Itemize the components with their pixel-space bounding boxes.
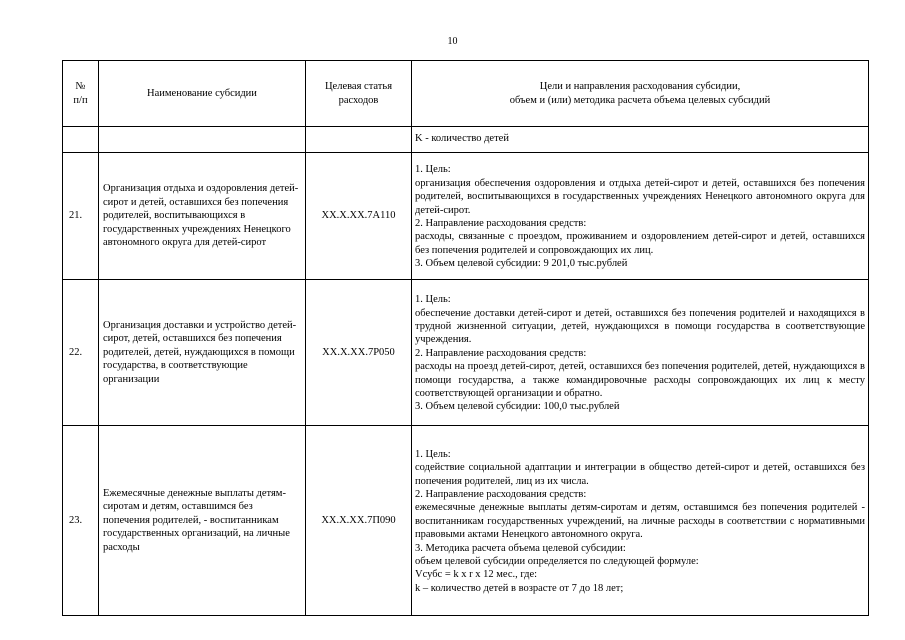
cell-code: XX.X.XX.7П090 — [306, 426, 412, 616]
header-desc: Цели и направления расходования субсидии, объем и (или) методика расчета объема целевых субсидий — [412, 61, 869, 127]
table-row — [63, 153, 869, 280]
table-row — [63, 280, 869, 426]
cell-name — [99, 127, 306, 153]
cell-num: 21. — [63, 153, 99, 280]
cell-desc: 1. Цель: содействие социальной адаптации и интеграции в общество детей-сирот и детей, оставшихся без попечения родителей, лиц из их числа. 2. Направление расходования средств: ежемесячные денежные выплаты детям-сиротам и детям, оставшимся без попечения родителей - воспитанникам государственных учреждений, на личные расходы в соответствии с нормативными правовыми актами Ненецкого автономного округа. 3. Методика расчета объема целевой субсидии: объем целевой субсидии определяется по следующей формуле: Vсубс = k x r x 12 мес., где: k – количество детей в возрасте от 7 до 18 лет; — [412, 426, 869, 616]
cell-desc: 1. Цель: организация обеспечения оздоровления и отдыха детей-сирот и детей, оставшихся без попечения родителей, воспитывающихся в государственных учреждениях Ненецкого автономного округа для детей-сирот. 2. Направление расходования средств: расходы, связанные с проездом, проживанием и оздоровлением детей-сирот и детей, оставшихся без попечения родителей и сопровождающих их лиц. 3. Объем целевой субсидии: 9 201,0 тыс.рублей — [412, 153, 869, 280]
cell-desc: 1. Цель: обеспечение доставки детей-сирот и детей, оставшихся без попечения родителей и находящихся в трудной жизненной ситуации, детей, нуждающихся в помощи государства в соответствующие учреждения. 2. Направление расходования средств: расходы на проезд детей-сирот, детей, оставшихся без попечения родителей, детей, нуждающихся в помощи государства, а также командировочные расходы сопровождающих их лиц к месту соответствующей организации и обратно. 3. Объем целевой субсидии: 100,0 тыс.рублей — [412, 280, 869, 426]
cell-name: Организация отдыха и оздоровления детей-сирот и детей, оставшихся без попечения родителей, воспитывающихся в государственных учреждениях Ненецкого автономного округа для детей-сирот — [99, 153, 306, 280]
table-header-row — [63, 61, 869, 127]
continuation-row — [63, 127, 869, 153]
cell-desc: K - количество детей — [412, 127, 869, 153]
page-number: 10 — [447, 36, 458, 47]
cell-code: XX.X.XX.7Р050 — [306, 280, 412, 426]
header-name: Наименование субсидии — [99, 61, 306, 127]
header-code: Целевая статья расходов — [306, 61, 412, 127]
cell-name: Организация доставки и устройство детей-сирот, детей, оставшихся без попечения родителей, детей, нуждающихся в помощи государства, в соответствующие организации — [99, 280, 306, 426]
header-num: № п/п — [63, 61, 99, 127]
cell-num: 22. — [63, 280, 99, 426]
cell-num: 23. — [63, 426, 99, 616]
cell-num — [63, 127, 99, 153]
table-row — [63, 426, 869, 616]
cell-code: XX.X.XX.7А110 — [306, 153, 412, 280]
subsidies-table — [62, 60, 869, 616]
cell-name: Ежемесячные денежные выплаты детям-сиротам и детям, оставшимся без попечения родителей, - воспитанникам государственных организаций, на личные расходы — [99, 426, 306, 616]
cell-code — [306, 127, 412, 153]
